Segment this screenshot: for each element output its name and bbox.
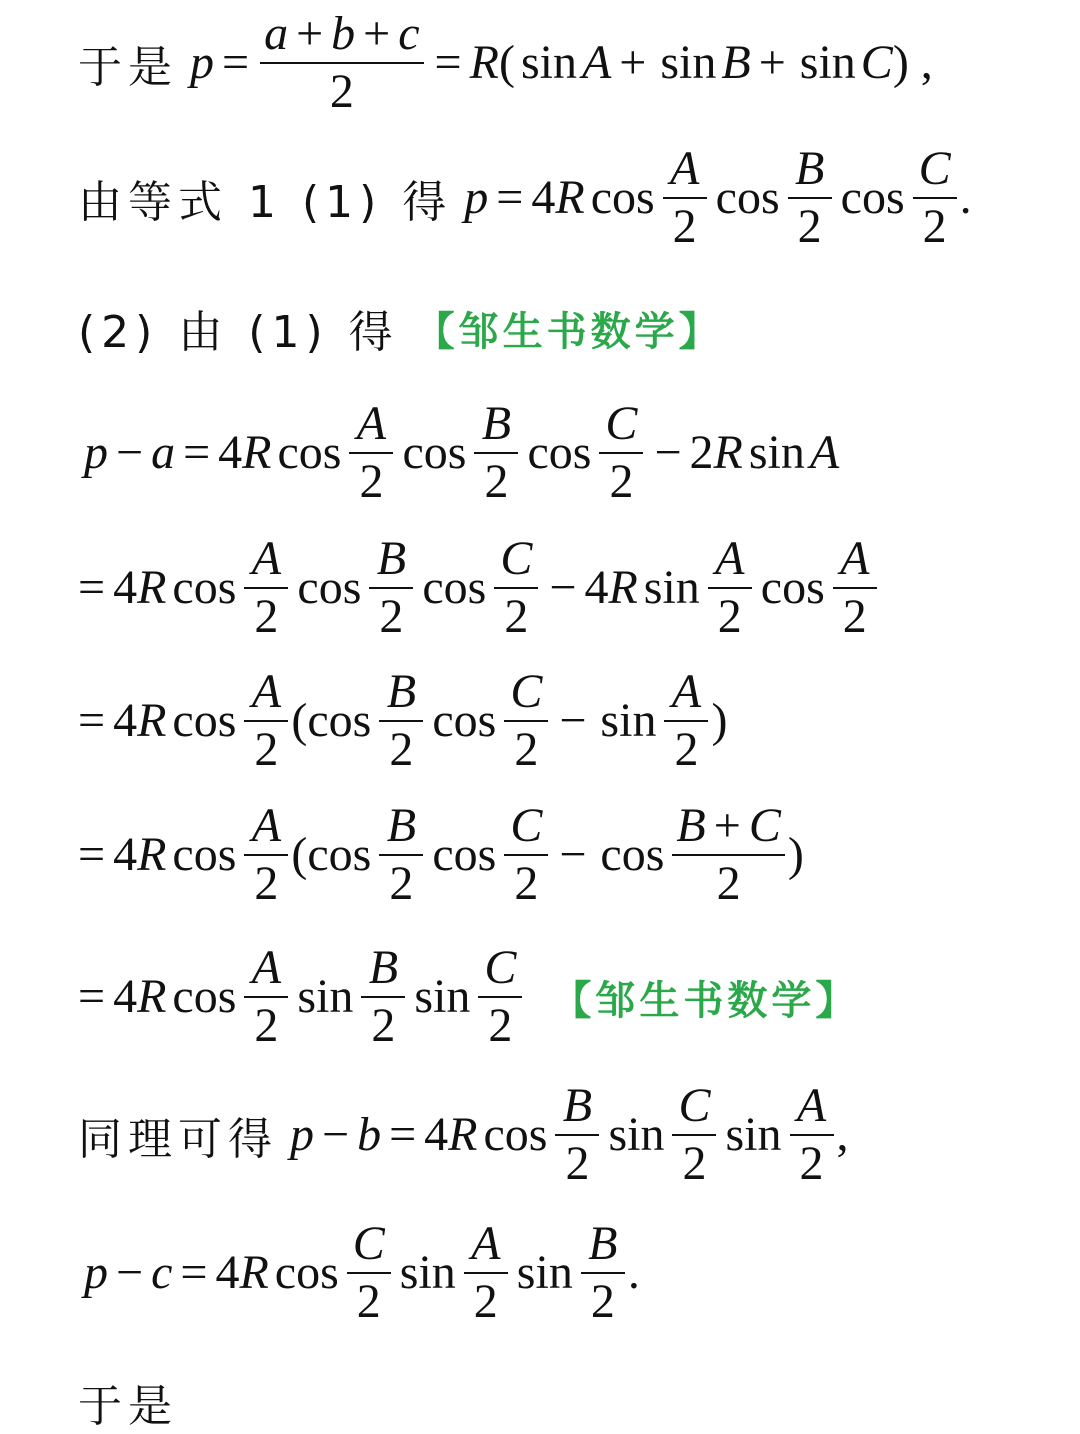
watermark-label: 【邹生书数学】 [414,308,723,355]
formula-p-minus-c: p − c = 4 R cos $\frac{C}{2}$ sin $\frac{A}{2}$ sin $\frac{B}{2}$ . [84,1217,640,1328]
formula-step-1: = 4 R cos $\frac{A}{2}$ cos $\frac{B}{2}$ cos $\frac{C}{2}$ − 4 R sin $\frac{A}{2}$ cos $\frac{A}{2}$ [78,535,880,641]
line-9 [78,1079,1080,1190]
line-1-prefix: 于是 [78,42,178,93]
line-3-prefix: (2) 由 (1) 得 [78,307,399,358]
line-11 [78,1370,1080,1434]
line-4 [84,397,1080,508]
line-2 [78,142,1080,253]
line-7 [78,799,1080,910]
line-1 [78,7,1080,118]
formula-p-semiperimeter: p = $\frac{a + b + c}{2}$ = R ( sin A + sin B + sin C ) , [190,7,933,118]
formula-step-4: = 4 R cos $\frac{A}{2}$ sin $\frac{B}{2}$ sin $\frac{C}{2}$ [78,944,525,1050]
fraction-abc-over-2: $\frac{a + b + c}{2}$ [260,10,423,116]
formula-p-cos-product: p = 4 R cos $\frac{A}{2}$ cos $\frac{B}{2}$ cos $\frac{C}{2}$ . [464,142,972,253]
line-2-prefix: 由等式 1 (1) 得 [78,177,453,228]
formula-p-minus-a: p − a = 4 R cos $\frac{A}{2}$ cos $\frac{B}{2}$ cos $\frac{C}{2}$ − 2 R sin A [84,397,840,508]
line-9-prefix: 同理可得 [78,1114,278,1165]
watermark-label-2: 【邹生书数学】 [551,977,860,1024]
line-10 [84,1217,1080,1328]
formula-step-2: = 4 R cos $\frac{A}{2}$ ( cos $\frac{B}{2}$ cos $\frac{C}{2}$ − sin $\frac{A}{2}$ ) [78,665,728,776]
line-6 [78,665,1080,776]
formula-step-3: = 4 R cos $\frac{A}{2}$ ( cos $\frac{B}{2}$ cos $\frac{C}{2}$ − cos $\frac{B + C}{2}$ ) [78,799,804,910]
line-5 [78,532,1080,643]
formula-p-minus-b: p − b = 4 R cos $\frac{B}{2}$ sin $\frac{C}{2}$ sin $\frac{A}{2}$ , [290,1079,849,1190]
line-3 [78,296,1080,360]
line-8 [78,941,1080,1052]
line-11-prefix: 于是 [78,1381,178,1432]
